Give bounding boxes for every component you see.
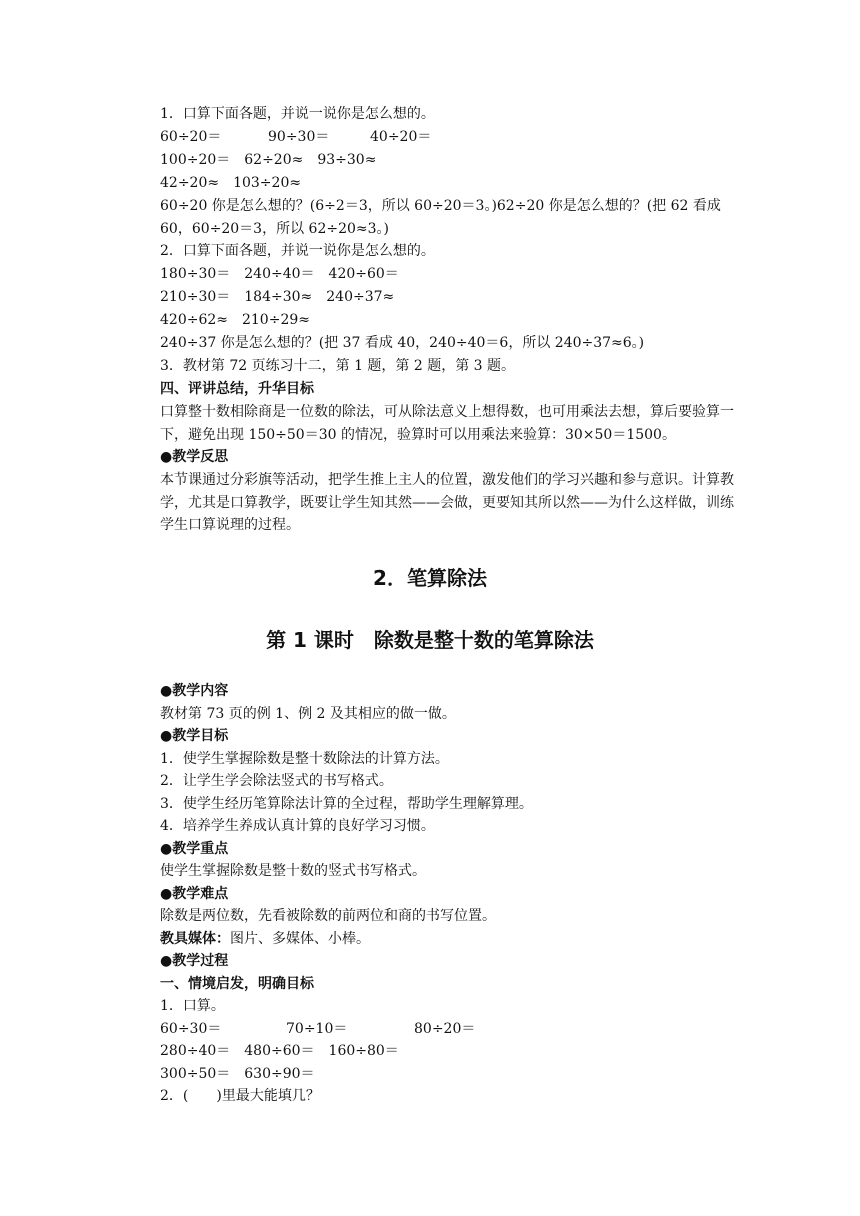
goal-item: 1．使学生掌握除数是整十数除法的计算方法。	[160, 750, 449, 767]
reflection-heading: ●教学反思	[160, 449, 229, 465]
media-line	[160, 928, 760, 951]
problem: 70÷10＝	[286, 1020, 348, 1037]
exercise-1-explanation	[130, 195, 742, 240]
media-label: 教具媒体：	[160, 930, 230, 947]
key-point-heading: ●教学重点	[160, 840, 229, 857]
exercise-1-row-2: 100÷20＝ 62÷20≈ 93÷30≈	[160, 152, 377, 168]
goal-heading: ●教学目标	[160, 728, 229, 744]
oral-row-3: 300÷50＝ 630÷90＝	[160, 1065, 315, 1082]
exercise-1-title: 1．口算下面各题，并说一说你是怎么想的。	[160, 106, 435, 122]
exercise-2-row-2: 210÷30＝ 184÷30≈ 240÷37≈	[160, 289, 395, 305]
exercise-1-row-3: 42÷20≈ 103÷20≈	[160, 175, 302, 191]
paragraph: 本节课通过分彩旗等活动，把学生推上主人的位置，激发他们的学习兴趣和参与意识。计算教学，尤其是口算教学，既要让学生知其然——会做，更要知其所以然——为什么这样做，训练学生口算说理的过程。	[160, 472, 734, 533]
problem: 60÷30＝	[160, 1020, 222, 1037]
exercise-2-title: 2．口算下面各题，并说一说你是怎么想的。	[160, 243, 435, 259]
goal-item: 4．培养学生养成认真计算的良好学习习惯。	[160, 818, 435, 834]
lesson-body	[160, 680, 760, 1108]
oral-row-2: 280÷40＝ 480÷60＝ 160÷80＝	[160, 1043, 399, 1059]
problem: 90÷30＝	[268, 129, 330, 145]
summary-paragraph	[130, 401, 742, 446]
problem: 60÷20＝	[160, 129, 222, 145]
reflection-paragraph	[130, 469, 742, 537]
exercise-3: 3．教材第 72 页练习十二，第 1 题，第 2 题，第 3 题。	[160, 358, 516, 374]
process-heading: ●教学过程	[160, 953, 229, 969]
goal-item: 3．使学生经历笔算除法计算的全过程，帮助学生理解算理。	[160, 795, 533, 812]
section-title: 2．笔算除法	[373, 566, 487, 590]
difficulty-heading: ●教学难点	[160, 885, 229, 902]
difficulty-text: 除数是两位数，先看被除数的前两位和商的书写位置。	[160, 908, 496, 924]
section-4-heading: 四、评讲总结，升华目标	[160, 381, 314, 397]
paragraph: 口算整十数相除商是一位数的除法，可从除法意义上想得数，也可用乘法去想，算后要验算一下，避免出现 150÷50＝30 的情况，验算时可以用乘法来验算：30×50＝1500。	[160, 404, 734, 443]
content-text: 教材第 73 页的例 1、例 2 及其相应的做一做。	[160, 705, 456, 722]
question-2: 2．( )里最大能填几？	[160, 1088, 320, 1104]
question-1: 1．口算。	[160, 998, 225, 1014]
exercise-2-row-1: 180÷30＝ 240÷40＝ 420÷60＝	[160, 266, 399, 282]
paragraph: 60÷20 你是怎么想的？(6÷2＝3，所以 60÷20＝3。)62÷20 你是怎么想的？(把 62 看成 60，60÷20＝3，所以 62÷20≈3。)	[160, 198, 721, 237]
goal-item: 2．让学生学会除法竖式的书写格式。	[160, 773, 393, 789]
problem: 80÷20＝	[414, 1020, 476, 1037]
exercise-2-explanation: 240÷37 你是怎么想的？(把 37 看成 40，240÷40＝6，所以 240÷37≈6。)	[160, 335, 645, 351]
oral-row-1	[160, 1018, 760, 1041]
key-point-text: 使学生掌握除数是整十数的竖式书写格式。	[160, 863, 426, 879]
lesson-title: 第 1 课时 除数是整十数的笔算除法	[266, 628, 594, 652]
step-1-heading: 一、情境启发，明确目标	[160, 975, 314, 992]
problem: 40÷20＝	[370, 129, 432, 145]
media-text: 图片、多媒体、小棒。	[230, 930, 370, 947]
content-heading: ●教学内容	[160, 683, 229, 699]
exercise-1-row-1	[130, 126, 742, 149]
exercise-2-row-3: 420÷62≈ 210÷29≈	[160, 312, 310, 328]
